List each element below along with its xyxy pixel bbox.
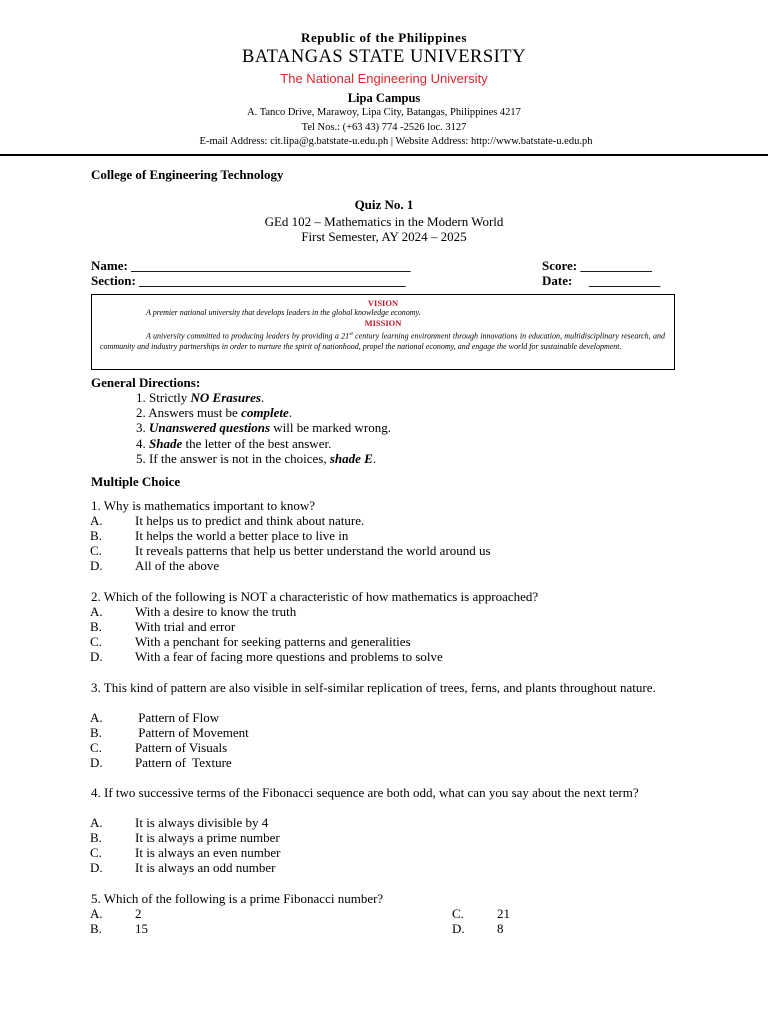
vision-text: A premier national university that develops leaders in the global knowledge economy. — [146, 308, 421, 317]
section-line[interactable]: _________________________________________ — [139, 273, 406, 288]
campus-address: A. Tanco Drive, Marawoy, Lipa City, Batangas, Philippines 4217 — [247, 107, 521, 118]
mission-label: MISSION — [364, 318, 402, 328]
option-text: 2 — [135, 906, 142, 921]
option-text: It is always a prime number — [135, 830, 280, 846]
header-divider — [0, 154, 768, 156]
option-letter: D. — [90, 558, 103, 574]
option-letter: B. — [90, 619, 102, 635]
option-text: With trial and error — [135, 619, 236, 635]
vision-mission-box — [91, 294, 675, 370]
option-letter: C. — [452, 906, 464, 921]
mission-text: A university committed to producing leaders by providing a 21st century learning environment through innovations in education, multidisciplinary research, and community and industry partnerships in order to nurture the spirit of nationhood, propel the national economy, and engage the world for sustainable development. — [100, 331, 666, 351]
question-3-option[interactable] — [90, 755, 232, 770]
option-letter: C. — [90, 740, 102, 756]
question-4-option[interactable] — [90, 830, 280, 845]
question-1-text: 1. Why is mathematics important to know? — [91, 498, 315, 513]
option-text: With a penchant for seeking patterns and generalities — [135, 634, 411, 650]
direction-item: 1. Strictly NO Erasures. — [136, 390, 265, 405]
section-field[interactable] — [91, 273, 406, 289]
question-1-option[interactable] — [90, 543, 491, 558]
option-text: 8 — [497, 921, 504, 937]
question-5-text: 5. Which of the following is a prime Fibonacci number? — [91, 891, 384, 906]
contact-line: E-mail Address: cit.lipa@g.batstate-u.edu.ph | Website Address: http://www.batstate-u.edu.ph — [199, 136, 593, 147]
date-field[interactable] — [542, 273, 660, 289]
name-field[interactable] — [91, 258, 411, 274]
score-label: Score: — [542, 258, 578, 273]
university-tagline: The National Engineering University — [280, 71, 488, 86]
score-line[interactable]: ___________ — [580, 258, 652, 273]
option-text: It reveals patterns that help us better understand the world around us — [135, 543, 491, 559]
question-1-option[interactable] — [90, 513, 364, 528]
question-2-option[interactable] — [90, 619, 235, 634]
course-title: GEd 102 – Mathematics in the Modern World — [264, 214, 504, 229]
directions-list — [136, 390, 391, 466]
option-letter: A. — [90, 604, 103, 619]
question-5-option[interactable] — [90, 906, 142, 921]
section-heading: Multiple Choice — [91, 474, 181, 489]
option-letter: D. — [90, 860, 103, 876]
option-text: Pattern of Movement — [135, 725, 249, 741]
option-letter: C. — [90, 634, 102, 650]
option-text: Pattern of Texture — [135, 755, 232, 771]
republic-line: Republic of the Philippines — [300, 30, 468, 45]
option-text: With a fear of facing more questions and problems to solve — [135, 649, 443, 665]
section-label: Section: — [91, 273, 136, 288]
question-2-option[interactable] — [90, 634, 411, 649]
question-3-option[interactable] — [90, 710, 219, 725]
option-text: 15 — [135, 921, 148, 937]
name-line[interactable]: ___________________________________________ — [131, 258, 411, 273]
option-letter: D. — [90, 649, 103, 665]
question-1-option[interactable] — [90, 528, 348, 543]
option-letter: B. — [90, 725, 102, 741]
question-2-option[interactable] — [90, 604, 296, 619]
question-4-option[interactable] — [90, 845, 280, 860]
question-2-option[interactable] — [90, 649, 443, 664]
semester-line: First Semester, AY 2024 – 2025 — [301, 229, 467, 244]
date-line[interactable]: ___________ — [588, 273, 661, 288]
question-4-text: 4. If two successive terms of the Fibonacci sequence are both odd, what can you say about the next term? — [91, 785, 639, 800]
direction-item: 3. Unanswered questions will be marked wrong. — [136, 420, 391, 436]
quiz-title: Quiz No. 1 — [354, 197, 414, 212]
option-text: All of the above — [135, 558, 220, 574]
option-text: It is always an even number — [135, 845, 281, 861]
option-text: It helps the world a better place to live in — [135, 528, 349, 544]
direction-item: 4. Shade the letter of the best answer. — [136, 435, 332, 451]
option-letter: A. — [90, 710, 103, 725]
date-label: Date: — [542, 273, 573, 288]
direction-item: 5. If the answer is not in the choices, shade E. — [136, 450, 377, 466]
name-label: Name: — [91, 258, 128, 273]
option-text: It helps us to predict and think about nature. — [135, 513, 365, 528]
question-3-option[interactable] — [90, 740, 227, 755]
option-letter: C. — [90, 543, 102, 559]
option-letter: C. — [90, 845, 102, 861]
option-letter: B. — [90, 528, 102, 544]
option-text: It is always divisible by 4 — [135, 815, 269, 830]
question-2-text: 2. Which of the following is NOT a characteristic of how mathematics is approached? — [91, 589, 539, 604]
direction-item: 2. Answers must be complete. — [136, 405, 292, 421]
option-text: Pattern of Visuals — [135, 740, 228, 756]
option-letter: A. — [90, 513, 103, 528]
option-text: 21 — [497, 906, 510, 921]
question-3-option[interactable] — [90, 725, 249, 740]
option-letter: D. — [452, 921, 465, 937]
question-5-option[interactable] — [90, 921, 148, 936]
question-3-text: 3. This kind of pattern are also visible in self-similar replication of trees, ferns, and plants throughout nature. — [91, 680, 656, 695]
directions-heading: General Directions: — [91, 375, 201, 390]
option-letter: D. — [90, 755, 103, 771]
question-1-option[interactable] — [90, 558, 219, 573]
college-name: College of Engineering Technology — [91, 167, 284, 182]
option-text: Pattern of Flow — [135, 710, 220, 725]
campus-name: Lipa Campus — [347, 91, 421, 105]
telephone-numbers: Tel Nos.: (+63 43) 774 -2526 loc. 3127 — [301, 122, 467, 133]
option-letter: A. — [90, 906, 103, 921]
option-letter: B. — [90, 921, 102, 937]
score-field[interactable] — [542, 258, 652, 274]
question-5-option[interactable] — [452, 906, 510, 921]
university-name: BATANGAS STATE UNIVERSITY — [242, 47, 526, 67]
vision-label: VISION — [367, 298, 399, 308]
question-5-option[interactable] — [452, 921, 504, 936]
question-4-option[interactable] — [90, 860, 275, 875]
option-text: It is always an odd number — [135, 860, 276, 876]
option-text: With a desire to know the truth — [135, 604, 297, 619]
question-4-option[interactable] — [90, 815, 268, 830]
option-letter: A. — [90, 815, 103, 830]
option-letter: B. — [90, 830, 102, 846]
